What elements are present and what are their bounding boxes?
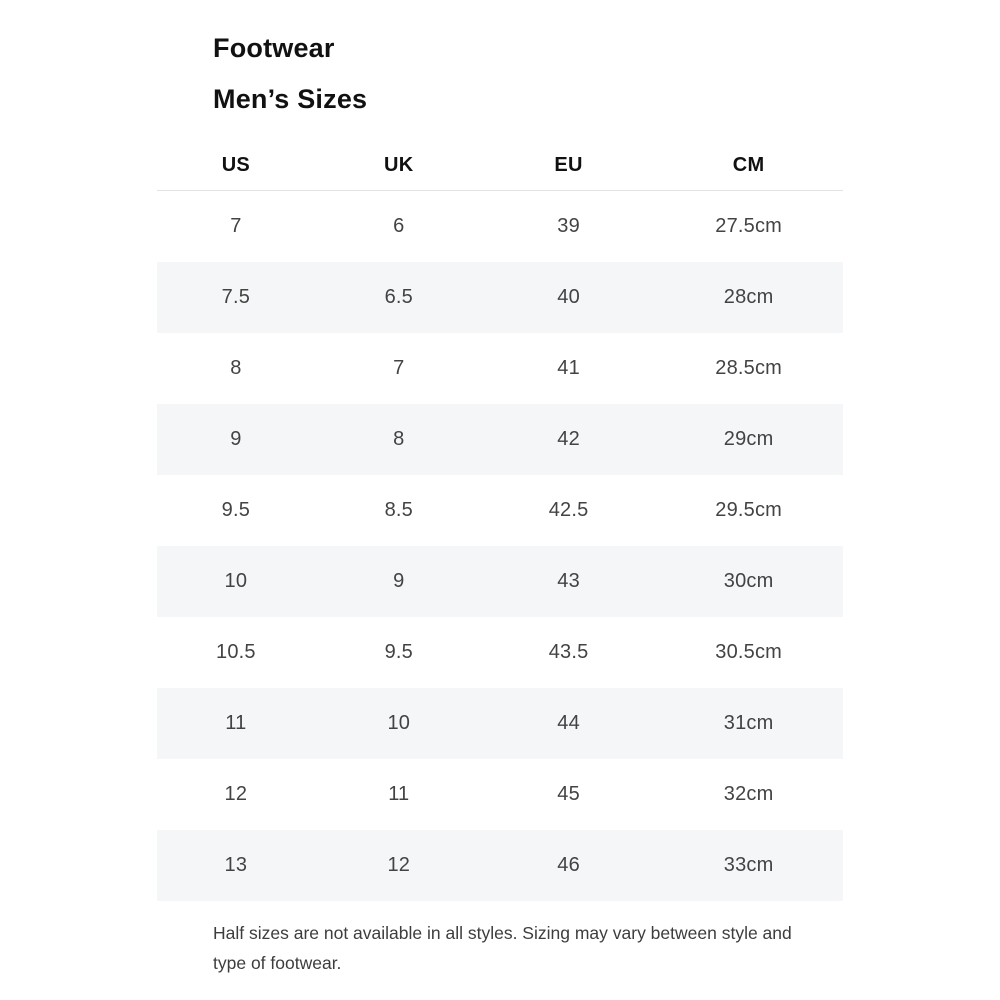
size-chart-body [157,191,843,901]
table-row [157,546,843,617]
size-cell: 41 [557,357,580,379]
size-cell: 44 [557,712,580,734]
size-cell: 39 [557,215,580,237]
size-cell: 10 [387,712,411,734]
table-row [157,262,843,333]
size-cell: 27.5cm [715,215,783,237]
size-cell: 12 [387,854,411,876]
size-cell: 29cm [723,428,774,450]
size-cell: 28.5cm [715,357,783,379]
size-cell: 30.5cm [715,641,783,663]
page-subtitle: Men’s Sizes [213,84,368,114]
size-cell: 8 [230,357,242,379]
size-cell: 8 [393,428,405,450]
size-cell: 7.5 [221,286,251,308]
size-cell: 40 [557,286,580,308]
size-cell: 46 [557,854,580,876]
column-header-eu: EU [554,153,583,176]
size-guide-footnote: Half sizes are not available in all styles. Sizing may vary between style and type of footwear. [213,923,792,973]
size-cell: 45 [557,783,580,805]
size-cell: 9.5 [221,499,251,521]
size-cell: 11 [225,712,247,734]
size-cell: 6.5 [384,286,413,308]
size-cell: 8.5 [384,499,413,521]
table-row [157,475,843,546]
table-row [157,830,843,901]
size-cell: 42.5 [548,499,589,521]
size-cell: 12 [224,783,248,805]
size-chart-table [157,140,843,901]
table-row [157,759,843,830]
size-cell: 43.5 [548,641,589,663]
table-row [157,191,843,262]
page-title: Footwear [213,33,335,63]
table-row [157,333,843,404]
size-cell: 28cm [723,286,774,308]
size-cell: 9 [230,428,242,450]
size-cell: 42 [557,428,580,450]
size-chart-header-row [157,140,843,191]
size-cell: 33cm [723,854,774,876]
table-row [157,404,843,475]
size-cell: 31cm [723,712,774,734]
size-cell: 43 [557,570,580,592]
column-header-us: US [221,153,251,176]
column-header-uk: UK [384,153,414,176]
size-cell: 9 [393,570,405,592]
size-cell: 11 [388,783,410,805]
size-cell: 13 [224,854,248,876]
size-cell: 10 [224,570,248,592]
size-cell: 7 [230,215,242,237]
size-cell: 29.5cm [715,499,783,521]
table-row [157,617,843,688]
size-cell: 7 [393,357,405,379]
size-cell: 10.5 [216,641,256,663]
size-cell: 6 [393,215,405,237]
column-header-cm: CM [732,153,765,176]
size-cell: 30cm [723,570,774,592]
size-cell: 32cm [723,783,774,805]
size-cell: 9.5 [384,641,413,663]
table-row [157,688,843,759]
